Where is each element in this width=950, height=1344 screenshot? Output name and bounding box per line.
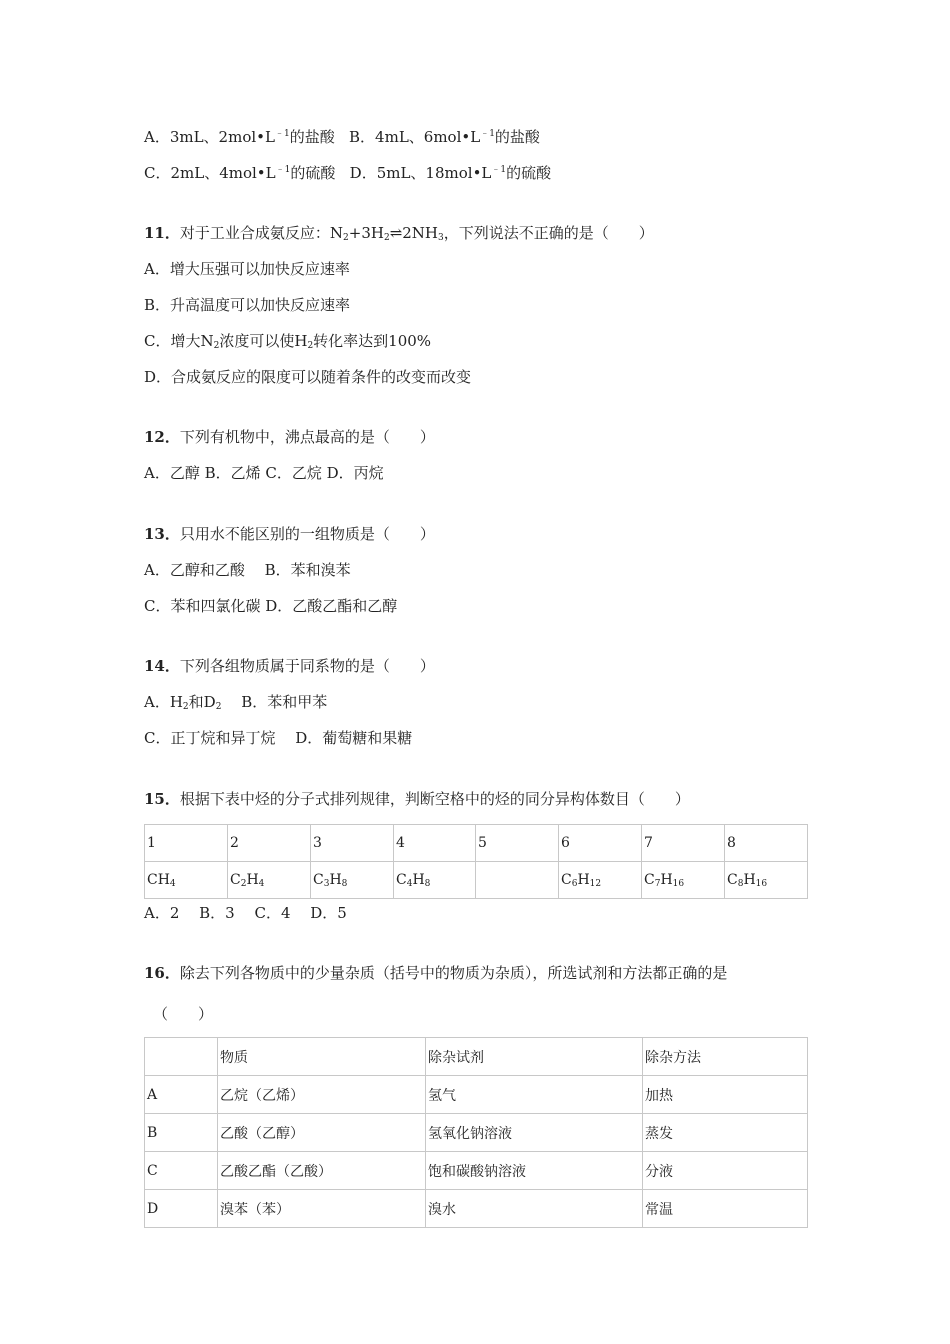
q16-answer-paren: （ ） [153,1005,214,1023]
table-row [145,1152,808,1190]
table-cell: 饱和碳酸钠溶液 [426,1152,643,1190]
table-cell: 乙烷（乙烯） [218,1076,426,1114]
q15-stem: 15．根据下表中烃的分子式排列规律，判断空格中的烃的同分异构体数目（ ） [144,790,690,808]
table-cell: 5 [476,825,559,862]
q16-stem: 16．除去下列各物质中的少量杂质（括号中的物质为杂质），所选试剂和方法都正确的是 [144,964,728,982]
table-cell: 8 [725,825,808,862]
table-cell: 氢气 [426,1076,643,1114]
q10-options-ab: A．3mL、$2mol•L^{﹣1}$的盐酸 B．4mL、$6mol•L^{﹣1}$的盐酸 [144,128,540,146]
q16-impurity-table [144,1037,808,1228]
q11-stem: 11．对于工业合成氨反应：$N_2+3H_2\rightleftharpoons 2NH_3$，下列说法不正确的是（ ） [144,224,654,243]
table-row [145,1114,808,1152]
table-row [145,825,808,862]
table-row [145,1038,808,1076]
q11-option-c: C．增大$N_2$浓度可以使$H_2$转化率达到100% [144,332,432,351]
q15-formula-table [144,824,808,899]
table-cell: $CH_4$ [145,862,228,899]
table-cell: 4 [394,825,476,862]
table-cell: $C_8H_{16}$ [725,862,808,899]
table-cell: 分液 [643,1152,808,1190]
table-cell: 2 [228,825,311,862]
q11-option-b: B．升高温度可以加快反应速率 [144,296,351,314]
table-cell: 物质 [218,1038,426,1076]
q13-stem: 13．只用水不能区别的一组物质是（ ） [144,525,435,543]
table-cell: 乙酸乙酯（乙酸） [218,1152,426,1190]
q14-options-ab: A．$H_2$和$D_2$ B．苯和甲苯 [144,693,328,712]
table-cell: 除杂试剂 [426,1038,643,1076]
table-row [145,1190,808,1228]
q13-options-ab: A．乙醇和乙酸 B．苯和溴苯 [144,561,351,579]
table-cell: A [145,1076,218,1114]
q11-option-d: D．合成氨反应的限度可以随着条件的改变而改变 [144,368,472,386]
table-cell: $C_7H_{16}$ [642,862,725,899]
q12-stem: 12．下列有机物中，沸点最高的是（ ） [144,428,435,446]
table-cell [145,1038,218,1076]
table-cell: 溴水 [426,1190,643,1228]
table-cell: $C_6H_{12}$ [559,862,642,899]
q10-option-d: D．5mL、18mol•L [349,164,492,182]
table-cell: 3 [311,825,394,862]
q10-option-a: A．3mL、2mol•L [144,128,275,146]
table-cell: D [145,1190,218,1228]
table-cell: 7 [642,825,725,862]
q13-options-cd: C．苯和四氯化碳 D．乙酸乙酯和乙醇 [144,597,398,615]
table-row [145,1076,808,1114]
q10-option-c: C．2mL、4mol•L [144,164,276,182]
table-row [145,862,808,899]
table-cell: $C_3H_8$ [311,862,394,899]
table-cell: $C_4H_8$ [394,862,476,899]
table-cell [476,862,559,899]
table-cell: 氢氧化钠溶液 [426,1114,643,1152]
table-cell: 加热 [643,1076,808,1114]
q14-options-cd: C．正丁烷和异丁烷 D．葡萄糖和果糖 [144,729,413,747]
table-cell: B [145,1114,218,1152]
table-cell: $C_2H_4$ [228,862,311,899]
q15-options: A．2 B．3 C．4 D．5 [144,904,347,922]
table-cell: 蒸发 [643,1114,808,1152]
table-cell: C [145,1152,218,1190]
table-cell: 溴苯（苯） [218,1190,426,1228]
table-cell: 除杂方法 [643,1038,808,1076]
table-cell: 常温 [643,1190,808,1228]
q14-stem: 14．下列各组物质属于同系物的是（ ） [144,657,435,675]
q11-option-a: A．增大压强可以加快反应速率 [144,260,350,278]
table-cell: 1 [145,825,228,862]
q10-option-b: B．4mL、6mol•L [349,128,481,146]
q10-options-cd: C．2mL、$4mol•L^{﹣1}$的硫酸 D．5mL、$18mol•L^{﹣1}$的硫酸 [144,164,552,182]
q12-options: A．乙醇 B．乙烯 C．乙烷 D．丙烷 [144,464,384,482]
table-cell: 乙酸（乙醇） [218,1114,426,1152]
table-cell: 6 [559,825,642,862]
